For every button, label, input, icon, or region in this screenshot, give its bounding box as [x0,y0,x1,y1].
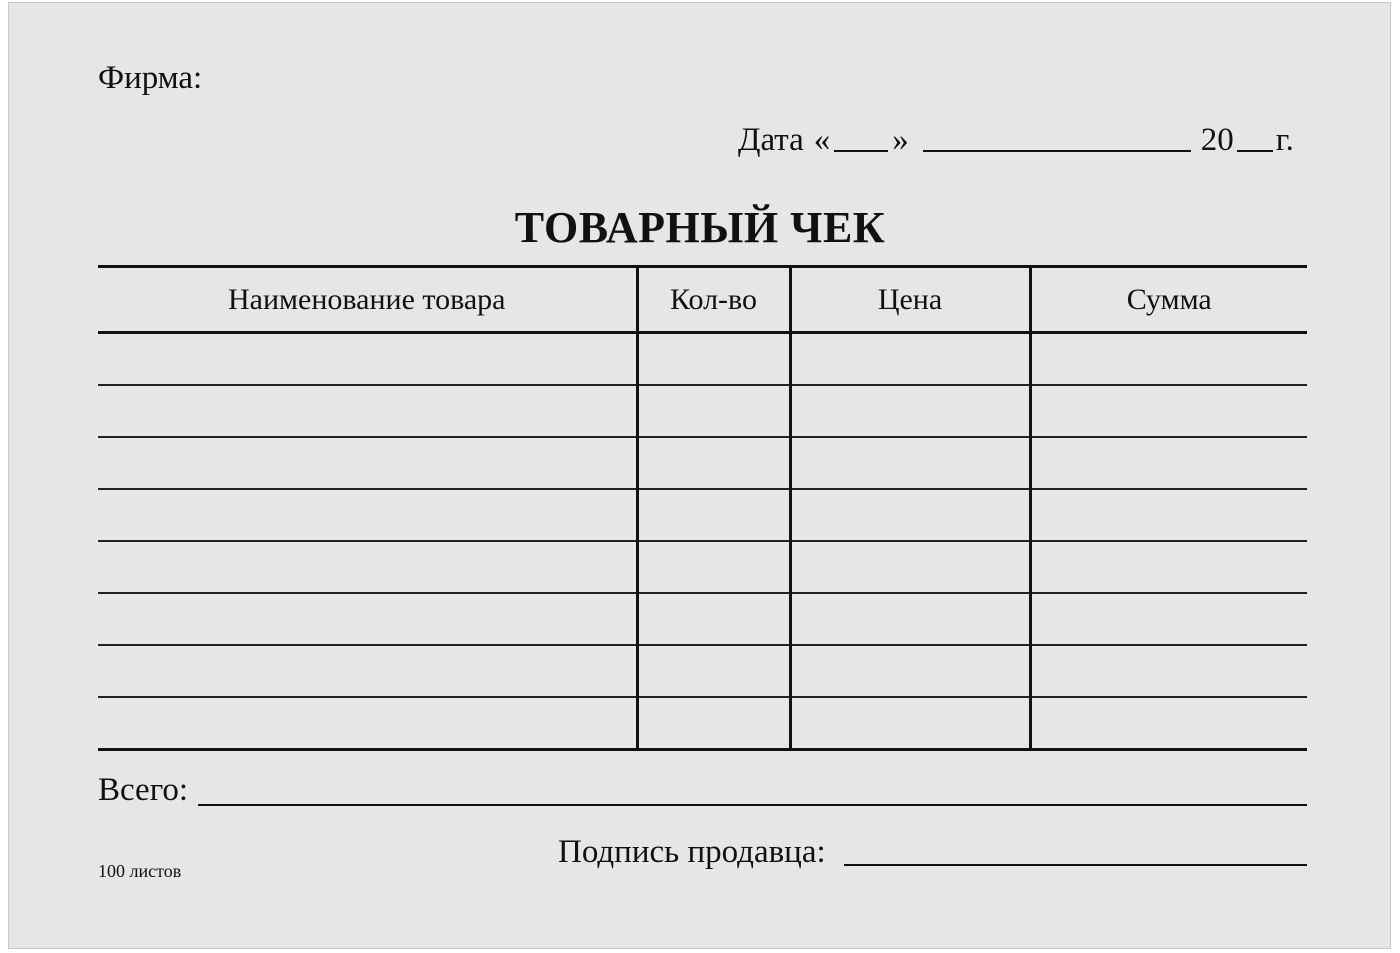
total-blank-field[interactable] [198,774,1307,806]
year-suffix: г. [1275,122,1294,158]
table-row [98,385,1307,437]
total-line [98,770,1307,810]
cell-item-name[interactable] [98,333,637,386]
table-header-row [98,267,1307,333]
table-row [98,593,1307,645]
cell-sum[interactable] [1030,333,1307,386]
quote-open: « [813,122,831,158]
quote-close: » [892,122,909,158]
table-row [98,489,1307,541]
cell-item-name[interactable] [98,385,637,437]
cell-price[interactable] [790,385,1030,437]
cell-sum[interactable] [1030,697,1307,750]
cell-price[interactable] [790,645,1030,697]
signature-blank-field[interactable] [844,834,1307,866]
cell-quantity[interactable] [637,385,790,437]
cell-sum[interactable] [1030,645,1307,697]
cell-price[interactable] [790,437,1030,489]
cell-item-name[interactable] [98,697,637,750]
date-label: Дата [738,122,804,158]
sheets-count-note: 100 листов [98,861,182,881]
cell-item-name[interactable] [98,541,637,593]
table-row [98,437,1307,489]
cell-price[interactable] [790,697,1030,750]
cell-quantity[interactable] [637,593,790,645]
column-header-sum: Сумма [1030,267,1307,333]
date-line [738,116,1294,160]
table-row [98,645,1307,697]
items-table [98,265,1307,751]
column-header-item-name: Наименование товара [98,267,637,333]
table-row [98,541,1307,593]
signature-label: Подпись продавца: [558,834,826,870]
cell-sum[interactable] [1030,593,1307,645]
month-blank-field[interactable] [923,118,1191,152]
cell-item-name[interactable] [98,489,637,541]
cell-sum[interactable] [1030,489,1307,541]
cell-quantity[interactable] [637,645,790,697]
cell-item-name[interactable] [98,437,637,489]
cell-quantity[interactable] [637,697,790,750]
year-blank-field[interactable] [1237,118,1273,152]
total-label: Всего: [98,772,189,808]
document-title: ТОВАРНЫЙ ЧЕК [514,203,886,252]
cell-item-name[interactable] [98,645,637,697]
cell-item-name[interactable] [98,593,637,645]
cell-sum[interactable] [1030,385,1307,437]
table-row [98,333,1307,386]
cell-sum[interactable] [1030,437,1307,489]
cell-quantity[interactable] [637,333,790,386]
cell-price[interactable] [790,333,1030,386]
cell-price[interactable] [790,541,1030,593]
column-header-quantity: Кол-во [637,267,790,333]
day-blank-field[interactable] [834,118,888,152]
cell-sum[interactable] [1030,541,1307,593]
cell-quantity[interactable] [637,489,790,541]
table-row [98,697,1307,750]
cell-price[interactable] [790,593,1030,645]
cell-price[interactable] [790,489,1030,541]
cell-quantity[interactable] [637,541,790,593]
column-header-price: Цена [790,267,1030,333]
cell-quantity[interactable] [637,437,790,489]
signature-line [558,832,1307,872]
firm-label: Фирма: [98,60,203,96]
year-prefix: 20 [1200,122,1234,158]
